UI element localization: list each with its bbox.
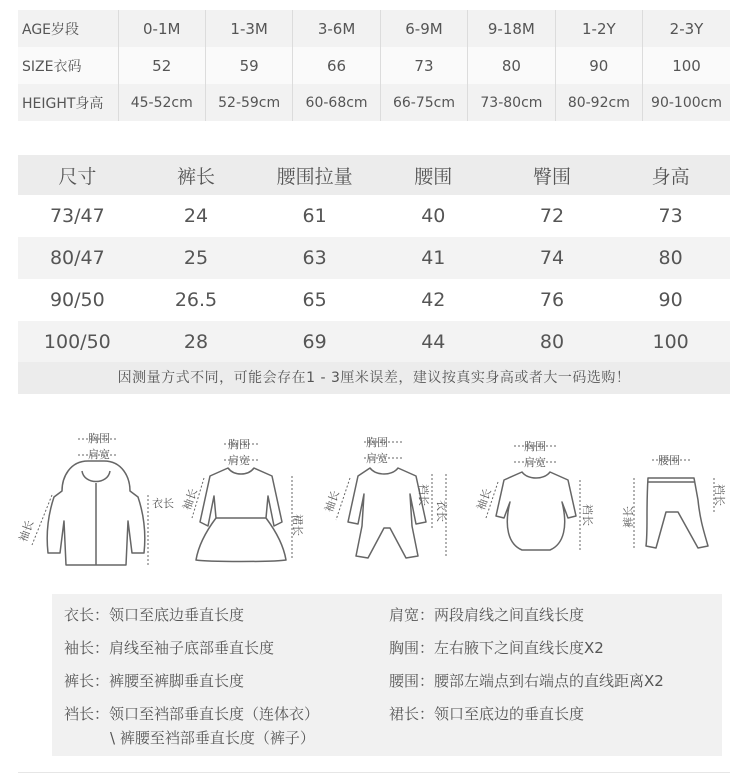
table-cell: 69 (255, 321, 374, 363)
table-cell: 61 (302, 205, 327, 227)
measurement-note: 因测量方式不同，可能会存在1 - 3厘米误差，建议按真实身高或者大一码选购！ (18, 362, 730, 394)
table-cell: 66-75cm (380, 84, 467, 121)
table-cell: 28 (137, 321, 256, 363)
bottom-divider (18, 772, 730, 773)
table-cell: 1-2Y (555, 10, 642, 47)
column-header: 身高 (611, 155, 730, 195)
length-label (152, 497, 174, 510)
definition-skirt: 裙长：领口至底边的垂直长度 (389, 705, 585, 723)
table-cell: 73-80cm (468, 84, 555, 121)
sleeve-label: 袖长 (180, 486, 201, 513)
column-header: 腰围拉量 (255, 155, 374, 195)
table-cell: 65 (302, 289, 327, 311)
table-cell: 76 (539, 289, 565, 311)
chest-label: 胸围 (88, 432, 110, 445)
column-header: 臀围 (493, 155, 612, 195)
shoulder-label: 肩宽 (228, 454, 250, 467)
table-cell: HEIGHT身高 (18, 84, 118, 121)
table-cell: 72 (539, 205, 565, 227)
dress-diagram (178, 430, 308, 575)
jacket-diagram (16, 425, 174, 575)
definition-pants: 裤长：裤腰至裤脚垂直长度 (64, 672, 245, 690)
table-cell: 66 (293, 47, 380, 84)
length-label-text: 衣长 (152, 497, 174, 510)
table-cell: 73 (658, 205, 683, 227)
crotch-label: 裆长 (581, 504, 594, 526)
table-row (18, 321, 730, 363)
definition-shoulder: 肩宽：两段肩线之间直线长度 (389, 606, 585, 624)
table-header-row (18, 155, 730, 195)
waist-label: 腰围 (658, 454, 680, 467)
table-cell: 90-100cm (651, 94, 722, 111)
height-row (18, 84, 730, 121)
table-cell: 80 (493, 321, 612, 363)
table-cell: 63 (255, 237, 374, 279)
table-cell: 74 (493, 237, 612, 279)
table-cell: 90/50 (49, 289, 105, 311)
table-cell: 52-59cm (205, 84, 292, 121)
chest-label: 胸围 (366, 436, 388, 449)
shoulder-label: 肩宽 (88, 448, 110, 461)
chest-label: 胸围 (524, 440, 546, 453)
table-cell: 9-18M (468, 10, 555, 47)
table-cell: 73/47 (49, 205, 105, 227)
table-cell: 25 (137, 237, 256, 279)
table-row (18, 195, 730, 237)
table-cell: 6-9M (380, 10, 467, 47)
definition-chest: 胸围：左右腋下之间直线长度X2 (389, 639, 604, 657)
age-row (18, 10, 730, 47)
table-cell: 45-52cm (118, 84, 205, 121)
table-cell: 2-3Y (669, 19, 704, 38)
table-cell: 100/50 (18, 321, 137, 363)
pants-length-label: 裤长 (622, 506, 635, 528)
definition-crotch: 裆长：领口至裆部垂直长度（连体衣） (64, 705, 320, 723)
column-header: 腰围 (374, 155, 493, 195)
definition-sleeve: 袖长：肩线至袖子底部垂直长度 (64, 639, 275, 657)
table-cell: 100 (672, 56, 701, 75)
dress-outline-icon (178, 430, 308, 575)
table-cell: AGE岁段 (18, 10, 118, 47)
size-measurement-table (18, 155, 730, 363)
age-size-table (18, 10, 730, 121)
definition-length: 衣长：领口至底边垂直长度 (64, 606, 245, 624)
table-cell: 80-92cm (555, 84, 642, 121)
table-cell: 90 (658, 289, 683, 311)
chest-label: 胸围 (228, 438, 250, 451)
column-header: 裤长 (137, 155, 256, 195)
table-cell: 90 (555, 47, 642, 84)
table-cell: 80/47 (18, 237, 137, 279)
romper-diagram (318, 428, 468, 578)
column-header: 尺寸 (18, 155, 137, 195)
table-cell: 80 (468, 47, 555, 84)
sleeve-label: 袖长 (474, 486, 495, 513)
romper-outline-icon (318, 428, 468, 578)
size-row (18, 47, 730, 84)
table-cell: 0-1M (118, 10, 205, 47)
definition-waist: 腰围：腰部左端点到右端点的直线距离X2 (389, 672, 664, 690)
bodysuit-outline-icon (472, 432, 612, 562)
table-cell: 41 (374, 237, 493, 279)
length-label: 衣长 (435, 500, 448, 522)
table-cell: 42 (421, 289, 446, 311)
crotch-label: 裆长 (417, 484, 430, 506)
table-cell: 3-6M (293, 10, 380, 47)
definition-crotch-pants: \ 裤腰至裆部垂直长度（裤子） (110, 729, 315, 747)
table-cell: 44 (374, 321, 493, 363)
table-row (18, 237, 730, 279)
pants-outline-icon (618, 450, 730, 560)
table-row (18, 279, 730, 321)
jacket-outline-icon (16, 425, 174, 575)
skirt-label: 裙长 (291, 514, 304, 536)
table-cell: 52 (118, 47, 205, 84)
sleeve-label: 袖长 (322, 488, 343, 515)
table-cell: 73 (380, 47, 467, 84)
table-cell: 26.5 (174, 289, 218, 311)
table-cell: 24 (183, 205, 209, 227)
table-cell: 80 (611, 237, 730, 279)
sleeve-label: 袖长 (16, 518, 37, 544)
shoulder-label: 肩宽 (366, 452, 388, 465)
crotch-label: 裆长 (713, 484, 726, 506)
table-cell: 1-3M (205, 10, 292, 47)
table-cell: 40 (421, 205, 446, 227)
bodysuit-diagram (472, 432, 612, 562)
table-cell: 60-68cm (293, 84, 380, 121)
table-cell: 59 (205, 47, 292, 84)
table-cell: SIZE衣码 (18, 47, 118, 84)
shoulder-label: 肩宽 (524, 456, 546, 469)
measurement-definitions (52, 594, 722, 756)
pants-diagram (618, 450, 730, 560)
table-cell: 100 (611, 321, 730, 363)
